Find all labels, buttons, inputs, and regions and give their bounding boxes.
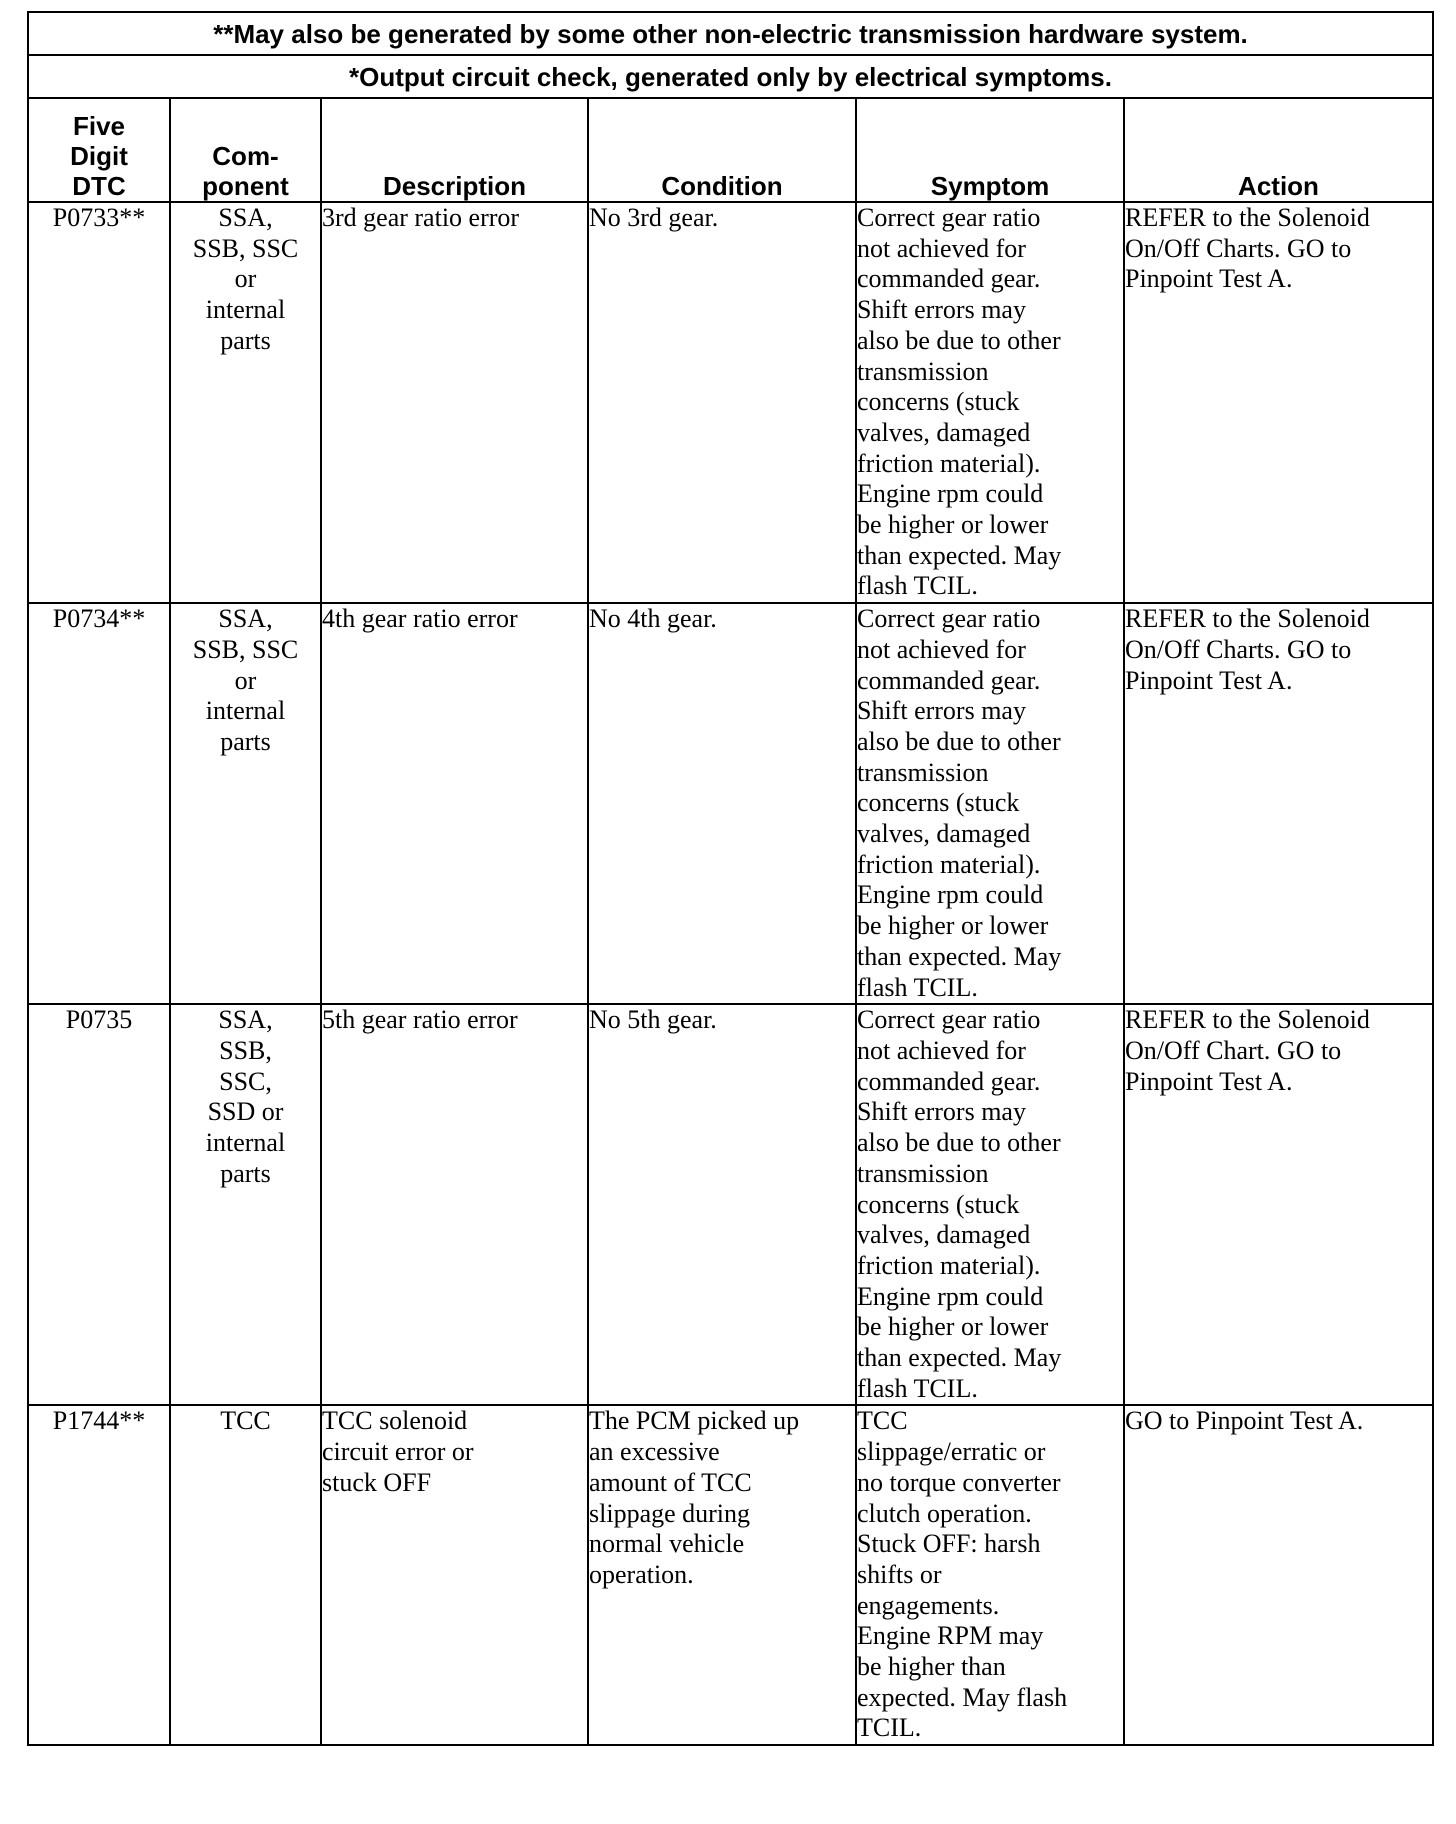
symptom-cell-line: also be due to other — [857, 1128, 1061, 1158]
symptom-cell-line: transmission — [857, 1158, 989, 1188]
note-row-single-star — [28, 55, 1433, 98]
header-dtc — [28, 98, 170, 202]
component-cell-line: SSB, SSC — [192, 233, 299, 263]
action-cell-line: Pinpoint Test A. — [1125, 1066, 1293, 1096]
dtc-code-cell-line: P0734** — [52, 604, 146, 634]
symptom-cell-line: Shift errors may — [857, 295, 1026, 325]
condition-cell-line: operation. — [589, 1559, 694, 1589]
action-cell-line: Pinpoint Test A. — [1125, 665, 1293, 695]
symptom-cell-line: than expected. May — [857, 1343, 1062, 1373]
symptom-cell-line: be higher than — [857, 1652, 1006, 1682]
component-cell — [170, 1405, 321, 1745]
action-cell-line: REFER to the Solenoid — [1125, 604, 1370, 634]
symptom-cell-line: Engine rpm could — [857, 479, 1044, 509]
symptom-cell-line: be higher or lower — [857, 1312, 1049, 1342]
note-row-double-star — [28, 12, 1433, 55]
component-cell-line: SSA, — [218, 203, 273, 232]
symptom-cell-line: commanded gear. — [857, 1066, 1041, 1096]
header-dtc-line: Digit — [70, 141, 128, 171]
header-dtc-line: Five — [72, 111, 126, 141]
symptom-cell — [856, 603, 1124, 1004]
description-cell-line: circuit error or — [322, 1437, 474, 1467]
component-cell-line: parts — [220, 325, 271, 355]
component-cell-line: SSA, — [218, 1005, 273, 1035]
symptom-cell-line: not achieved for — [857, 1035, 1026, 1065]
header-action — [1124, 98, 1433, 202]
dtc-code-cell — [28, 202, 170, 603]
symptom-cell-line: also be due to other — [857, 325, 1061, 355]
symptom-cell-line: friction material). — [857, 849, 1041, 879]
dtc-code-cell-line: P0735 — [65, 1005, 133, 1035]
condition-cell-line: an excessive — [589, 1437, 720, 1467]
condition-cell — [588, 202, 856, 603]
symptom-cell-line: transmission — [857, 356, 989, 386]
condition-cell-line: The PCM picked up — [589, 1406, 800, 1436]
component-cell-line: SSC, — [219, 1066, 272, 1096]
description-cell — [321, 1405, 588, 1745]
action-cell — [1124, 1405, 1433, 1745]
header-row — [28, 98, 1433, 202]
component-cell-line: SSA, — [218, 604, 273, 634]
symptom-cell-line: concerns (stuck — [857, 788, 1020, 818]
header-dtc-line: DTC — [72, 171, 126, 201]
condition-cell-line: normal vehicle — [589, 1529, 745, 1559]
note-single-star: *Output circuit check, generated only by electrical symptoms. — [28, 55, 1433, 98]
header-component-line: ponent — [202, 171, 289, 201]
header-description — [321, 98, 588, 202]
dtc-code-cell — [28, 1004, 170, 1405]
symptom-cell-line: Shift errors may — [857, 696, 1026, 726]
component-cell — [170, 603, 321, 1004]
dtc-table — [27, 11, 1434, 1746]
symptom-cell-line: valves, damaged — [857, 1220, 1031, 1250]
component-cell-line: or — [234, 665, 257, 695]
table-row — [28, 202, 1433, 603]
description-cell-line: 4th gear ratio error — [322, 604, 518, 634]
description-cell — [321, 603, 588, 1004]
header-symptom-label: Symptom — [930, 171, 1050, 201]
header-action-label: Action — [1238, 171, 1319, 201]
symptom-cell-line: Shift errors may — [857, 1097, 1026, 1127]
symptom-cell-line: concerns (stuck — [857, 1189, 1020, 1219]
description-cell-line: stuck OFF — [322, 1467, 432, 1497]
action-cell-line: On/Off Charts. GO to — [1125, 634, 1352, 664]
symptom-cell-line: Correct gear ratio — [857, 203, 1041, 232]
symptom-cell-line: friction material). — [857, 448, 1041, 478]
component-cell — [170, 202, 321, 603]
condition-cell-line: No 3rd gear. — [589, 203, 719, 232]
component-cell-line: SSB, — [219, 1035, 272, 1065]
condition-cell — [588, 1405, 856, 1745]
symptom-cell-line: engagements. — [857, 1590, 1000, 1620]
condition-cell — [588, 1004, 856, 1405]
symptom-cell-line: be higher or lower — [857, 911, 1049, 941]
symptom-cell-line: Engine rpm could — [857, 880, 1044, 910]
symptom-cell-line: expected. May flash — [857, 1682, 1068, 1712]
condition-cell-line: slippage during — [589, 1498, 751, 1528]
header-component-line: Com- — [212, 141, 279, 171]
symptom-cell-line: Correct gear ratio — [857, 604, 1041, 634]
symptom-cell-line: than expected. May — [857, 941, 1062, 971]
symptom-cell-line: flash TCIL. — [857, 571, 978, 601]
symptom-cell — [856, 1004, 1124, 1405]
condition-cell-line: amount of TCC — [589, 1467, 752, 1497]
component-cell-line: SSD or — [207, 1097, 284, 1127]
symptom-cell-line: not achieved for — [857, 233, 1026, 263]
header-component — [170, 98, 321, 202]
table-row — [28, 1004, 1433, 1405]
action-cell-line: Pinpoint Test A. — [1125, 264, 1293, 294]
description-cell-line: TCC solenoid — [322, 1406, 468, 1436]
symptom-cell-line: not achieved for — [857, 634, 1026, 664]
component-cell — [170, 1004, 321, 1405]
dtc-code-cell — [28, 1405, 170, 1745]
symptom-cell-line: TCIL. — [857, 1713, 922, 1743]
action-cell-line: On/Off Charts. GO to — [1125, 233, 1352, 263]
symptom-cell-line: Stuck OFF: harsh — [857, 1529, 1041, 1559]
action-cell — [1124, 603, 1433, 1004]
symptom-cell-line: concerns (stuck — [857, 387, 1020, 417]
condition-cell-line: No 5th gear. — [589, 1005, 717, 1035]
header-symptom — [856, 98, 1124, 202]
symptom-cell-line: flash TCIL. — [857, 972, 978, 1002]
symptom-cell-line: also be due to other — [857, 726, 1061, 756]
symptom-cell-line: TCC — [857, 1406, 908, 1436]
table-body — [28, 202, 1433, 1745]
component-cell-line: parts — [220, 1158, 271, 1188]
header-condition — [588, 98, 856, 202]
dtc-code-cell-line: P1744** — [52, 1406, 146, 1436]
table-row — [28, 1405, 1433, 1745]
component-cell-line: SSB, SSC — [192, 634, 299, 664]
component-cell-line: internal — [205, 295, 286, 325]
action-cell-line: On/Off Chart. GO to — [1125, 1035, 1342, 1065]
symptom-cell-line: friction material). — [857, 1250, 1041, 1280]
symptom-cell-line: commanded gear. — [857, 665, 1041, 695]
symptom-cell-line: Engine rpm could — [857, 1281, 1044, 1311]
symptom-cell-line: clutch operation. — [857, 1498, 1032, 1528]
component-cell-line: internal — [205, 1128, 286, 1158]
description-cell — [321, 202, 588, 603]
header-condition-label: Condition — [661, 171, 783, 201]
condition-cell-line: No 4th gear. — [589, 604, 717, 634]
component-cell-line: parts — [220, 726, 271, 756]
component-cell-line: or — [234, 264, 257, 294]
symptom-cell — [856, 202, 1124, 603]
symptom-cell-line: no torque converter — [857, 1467, 1061, 1497]
symptom-cell-line: Engine RPM may — [857, 1621, 1044, 1651]
action-cell — [1124, 1004, 1433, 1405]
description-cell — [321, 1004, 588, 1405]
symptom-cell — [856, 1405, 1124, 1745]
action-cell-line: REFER to the Solenoid — [1125, 203, 1370, 232]
symptom-cell-line: commanded gear. — [857, 264, 1041, 294]
header-description-label: Description — [382, 171, 527, 201]
symptom-cell-line: transmission — [857, 757, 989, 787]
symptom-cell-line: slippage/erratic or — [857, 1437, 1046, 1467]
action-cell — [1124, 202, 1433, 603]
dtc-code-cell-line: P0733** — [52, 203, 146, 232]
table-row — [28, 603, 1433, 1004]
component-cell-line: TCC — [220, 1406, 271, 1436]
symptom-cell-line: be higher or lower — [857, 510, 1049, 540]
dtc-code-cell — [28, 603, 170, 1004]
description-cell-line: 3rd gear ratio error — [322, 203, 520, 232]
symptom-cell-line: valves, damaged — [857, 417, 1031, 447]
description-cell-line: 5th gear ratio error — [322, 1005, 518, 1035]
action-cell-line: REFER to the Solenoid — [1125, 1005, 1370, 1035]
component-cell-line: internal — [205, 696, 286, 726]
condition-cell — [588, 603, 856, 1004]
symptom-cell-line: shifts or — [857, 1559, 942, 1589]
symptom-cell-line: flash TCIL. — [857, 1373, 978, 1403]
note-double-star: **May also be generated by some other non-electric transmission hardware system. — [28, 12, 1433, 55]
action-cell-line: GO to Pinpoint Test A. — [1125, 1406, 1364, 1436]
symptom-cell-line: than expected. May — [857, 540, 1062, 570]
symptom-cell-line: Correct gear ratio — [857, 1005, 1041, 1035]
symptom-cell-line: valves, damaged — [857, 819, 1031, 849]
